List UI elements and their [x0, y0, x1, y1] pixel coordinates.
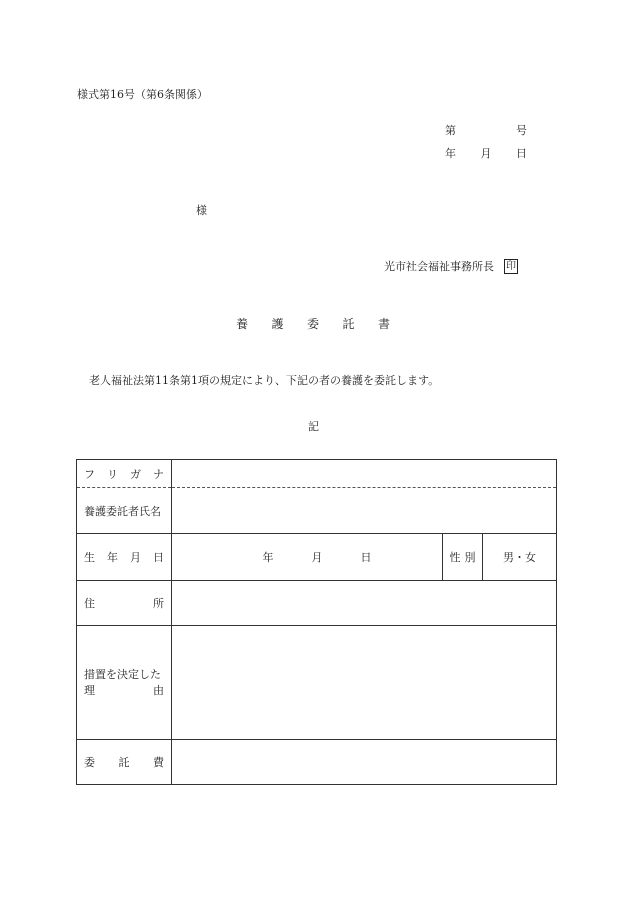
name-field[interactable]	[172, 488, 557, 534]
birth-label-char: 日	[153, 551, 164, 564]
furigana-field[interactable]	[172, 460, 557, 488]
furigana-char: リ	[107, 467, 118, 481]
reason-label-line2	[84, 683, 164, 699]
birth-date-field[interactable]	[172, 534, 442, 580]
fee-row	[77, 740, 557, 785]
reason-label	[77, 626, 172, 740]
reason-row	[77, 626, 557, 740]
address-label-char: 所	[153, 597, 164, 610]
reason-label-char: 理	[84, 683, 95, 697]
address-row	[77, 581, 557, 626]
birth-row	[77, 534, 557, 581]
sex-options: 男・女	[503, 551, 536, 564]
birth-label-char: 年	[107, 551, 118, 564]
number-suffix: 号	[516, 124, 527, 137]
sex-label-char: 性	[449, 551, 461, 564]
birth-label-char: 月	[130, 551, 141, 564]
ki-heading: 記	[308, 420, 319, 433]
furigana-row	[77, 460, 557, 488]
furigana-char: ガ	[130, 467, 141, 481]
fee-label	[77, 740, 172, 785]
birth-label	[77, 534, 172, 581]
fee-label-char: 費	[153, 756, 164, 769]
form-number: 様式第16号（第6条関係）	[77, 88, 208, 101]
issuer	[384, 258, 518, 274]
number-prefix: 第	[445, 124, 456, 137]
birth-sex-cell	[172, 534, 557, 581]
issue-date	[445, 145, 527, 161]
body-text: 老人福祉法第11条第1項の規定により、下記の者の養護を委託します。	[89, 374, 440, 387]
name-row	[77, 488, 557, 534]
entrustment-table	[76, 459, 557, 785]
date-day: 日	[516, 147, 527, 160]
title-char: 託	[342, 317, 355, 331]
fee-field[interactable]	[172, 740, 557, 785]
reason-field[interactable]	[172, 626, 557, 740]
title-char: 護	[271, 317, 284, 331]
sex-field[interactable]	[482, 534, 556, 580]
reason-label-line1: 措置を決定した	[84, 667, 161, 681]
furigana-char: フ	[84, 467, 95, 481]
address-field[interactable]	[172, 581, 557, 626]
birth-label-char: 生	[84, 551, 95, 564]
name-label: 養護委託者氏名	[77, 488, 172, 534]
fee-label-char: 委	[84, 756, 95, 769]
date-month: 月	[480, 147, 492, 160]
document-number	[445, 122, 527, 138]
furigana-char: ナ	[153, 467, 164, 481]
addressee-honorific: 様	[196, 204, 207, 217]
address-label	[77, 581, 172, 626]
birth-month: 月	[311, 551, 323, 564]
document-title	[236, 315, 390, 332]
title-char: 委	[306, 317, 319, 331]
address-label-char: 住	[84, 597, 95, 610]
seal-mark: 印	[506, 260, 516, 272]
birth-day: 日	[360, 551, 372, 564]
sex-label-char: 別	[464, 551, 476, 564]
reason-label-char: 由	[153, 683, 164, 697]
title-char: 書	[377, 317, 390, 331]
issuer-name: 光市社会福祉事務所長	[384, 260, 494, 273]
sex-label	[442, 534, 482, 580]
furigana-label	[77, 460, 172, 488]
fee-label-char: 託	[118, 756, 130, 769]
date-year: 年	[445, 147, 456, 160]
birth-year: 年	[262, 551, 274, 564]
title-char: 養	[236, 317, 249, 331]
